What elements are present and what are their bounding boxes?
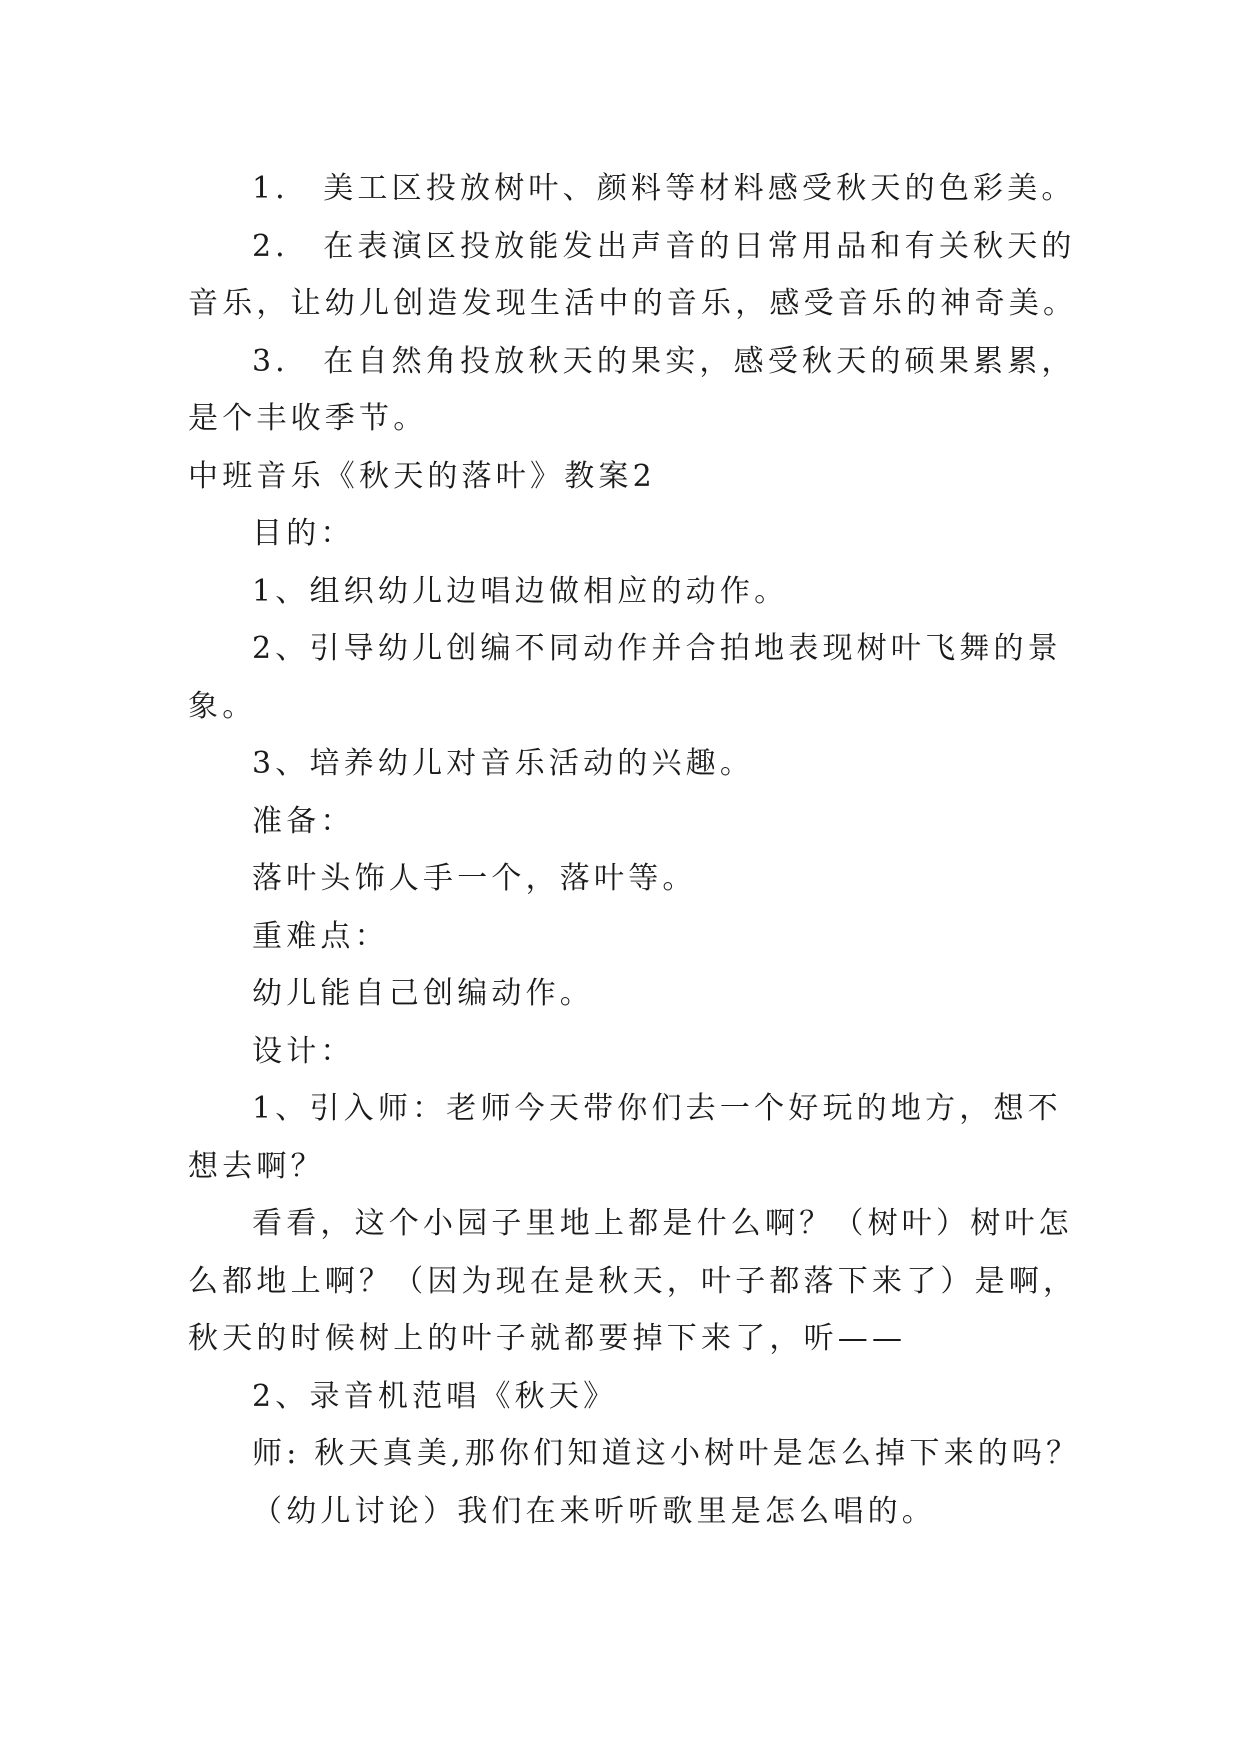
- list-item-continued: 想去啊？: [188, 1148, 325, 1184]
- paragraph-line: 音乐，让幼儿创造发现生活中的音乐，感受音乐的神奇美。: [188, 286, 1078, 321]
- list-item: 2、引导幼儿创编不同动作并合拍地表现树叶飞舞的景: [252, 631, 1062, 666]
- paragraph-line: 2． 在表演区投放能发出声音的日常用品和有关秋天的: [252, 228, 1076, 264]
- paragraph-line: 幼儿能自己创编动作。: [252, 976, 594, 1011]
- list-item-continued: 象。: [188, 688, 257, 724]
- paragraph-line: 师: 秋天真美,那你们知道这小树叶是怎么掉下来的吗？: [252, 1436, 1081, 1471]
- list-item: 3、培养幼儿对音乐活动的兴趣。: [252, 746, 755, 781]
- document-body: [188, 160, 1081, 1540]
- list-item: 1、组织幼儿边唱边做相应的动作。: [252, 573, 789, 609]
- heading-goal: 目的：: [252, 516, 355, 551]
- paragraph-line: 1． 美工区投放树叶、颜料等材料感受秋天的色彩美。: [252, 171, 1076, 206]
- paragraph-line: 看看，这个小园子里地上都是什么啊？（树叶）树叶怎: [252, 1206, 1073, 1241]
- paragraph-line: 落叶头饰人手一个，落叶等。: [252, 861, 697, 896]
- list-item: 1、引入师：老师今天带你们去一个好玩的地方，想不: [252, 1091, 1062, 1126]
- list-item: 2、录音机范唱《秋天》: [252, 1378, 618, 1414]
- section-title: 中班音乐《秋天的落叶》教案2: [188, 458, 656, 494]
- paragraph-line: 秋天的时候树上的叶子就都要掉下来了，听——: [188, 1321, 907, 1356]
- heading-key-points: 重难点：: [252, 918, 389, 954]
- heading-preparation: 准备：: [252, 803, 355, 839]
- paragraph-line: 么都地上啊？（因为现在是秋天，叶子都落下来了）是啊，: [188, 1263, 1078, 1299]
- paragraph-line: 3． 在自然角投放秋天的果实，感受秋天的硕果累累，: [252, 343, 1076, 379]
- heading-design: 设计：: [252, 1033, 355, 1069]
- paragraph-line: 是个丰收季节。: [188, 401, 428, 436]
- paragraph-line: （幼儿讨论）我们在来听听歌里是怎么唱的。: [252, 1493, 936, 1529]
